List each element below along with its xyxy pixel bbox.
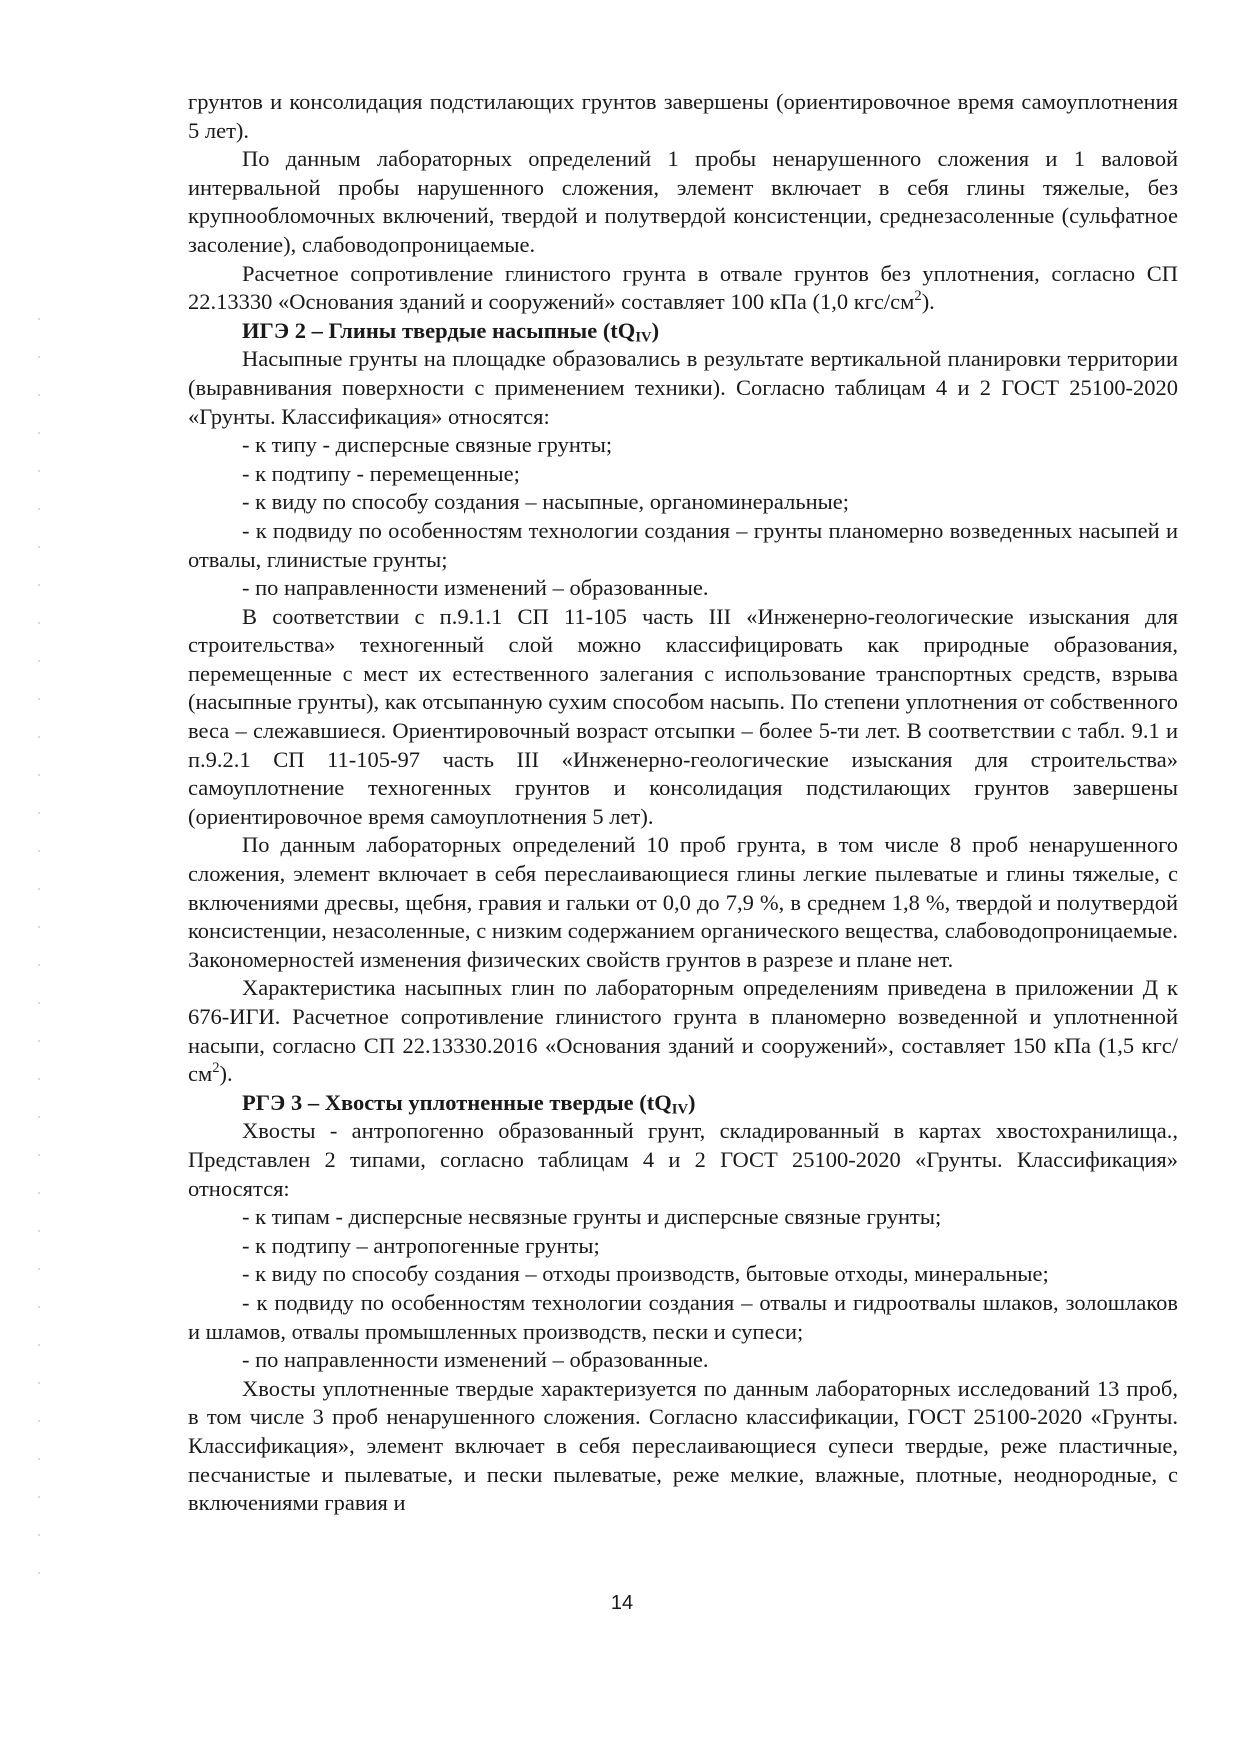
paragraph-7-end: ).: [219, 1061, 233, 1087]
heading-rge-3: [188, 1089, 1178, 1118]
paragraph-2: По данным лабораторных определений 1 пробы ненарушенного сложения и 1 валовой интервальной пробы нарушенного сложения, элемент включает в себя глины тяжелые, без крупнообломочных включений, твердой и полутвердой консистенции, среднезасоленные (сульфатное засоление), слабоводопроницаемые.: [188, 146, 1178, 257]
subscript-iv: IV: [671, 1101, 689, 1118]
page-number: 14: [610, 1592, 634, 1614]
scan-margin-artifacts: [36, 300, 42, 1600]
paragraph-3-text: Расчетное сопротивление глинистого грунта в отвале грунтов без уплотнения, согласно СП 22.13330 «Основания зданий и сооружений» составляет 100 кПа (1,0 кгс/см: [188, 260, 1178, 315]
list-2-item: - по направленности изменений – образованные.: [242, 1347, 709, 1373]
paragraph-9: Хвосты уплотненные твердые характеризуется по данным лабораторных исследований 13 проб, в том числе 3 проб ненарушенного сложения. Согласно классификации, ГОСТ 25100-2020 «Грунты. Классификация», элемент включает в себя переслаивающиеся супеси твердые, реже пластичные, песчанистые и пылеватые, и пески пылеватые, реже мелкие, влажные, плотные, неоднородные, с включениями гравия и: [188, 1375, 1178, 1516]
subscript-iv: IV: [635, 329, 652, 346]
heading-ige-2-end: ): [651, 317, 660, 343]
paragraph-3: [188, 260, 1178, 317]
list-1-item: - по направленности изменений – образованные.: [242, 575, 709, 601]
heading-ige-2-text: ИГЭ 2 – Глины твердые насыпные (tQ: [242, 317, 636, 343]
paragraph-7-text: Характеристика насыпных глин по лабораторным определениям приведена в приложении Д к 676-ИГИ. Расчетное сопротивление глинистого грунта в планомерно возведенной и уплотненной насыпи, согласно СП 22.13330.2016 «Основания зданий и сооружений», составляет 150 кПа (1,5 кгс/см: [188, 975, 1178, 1087]
paragraph-1: грунтов и консолидация подстилающих грунтов завершены (ориентировочное время самоуплотнения 5 лет).: [188, 89, 1178, 143]
paragraph-3-end: ).: [921, 289, 935, 315]
paragraph-7: [188, 974, 1178, 1088]
list-2-item: - к виду по способу создания – отходы производств, бытовые отходы, минеральные;: [242, 1261, 1049, 1287]
superscript-2: 2: [914, 288, 922, 305]
list-1-item: - к подтипу - перемещенные;: [242, 460, 520, 486]
paragraph-6: По данным лабораторных определений 10 проб грунта, в том числе 8 проб ненарушенного сложения, элемент включает в себя переслаивающиеся глины легкие пылеватые и глины тяжелые, с включениями дресвы, щебня, гравия и гальки от 0,0 до 7,9 %, в среднем 1,8 %, твердой и полутвердой консистенции, незасоленные, с низким содержанием органического вещества, слабоводопроницаемые. Закономерностей изменения физических свойств грунтов в разрезе и плане нет.: [188, 832, 1178, 972]
list-1-item: - к типу - дисперсные связные грунты;: [242, 432, 613, 458]
list-2-item: - к подвиду по особенностям технологии создания – отвалы и гидроотвалы шлаков, золошлаков и шламов, отвалы промышленных производств, пески и супеси;: [188, 1289, 1178, 1344]
heading-rge-3-text: РГЭ 3 – Хвосты уплотненные твердые (tQ: [242, 1089, 672, 1115]
list-2-item: - к подтипу – антропогенные грунты;: [242, 1232, 600, 1258]
paragraph-4: Насыпные грунты на площадке образовались в результате вертикальной планировки территории (выравнивания поверхности с применением техники). Согласно таблицам 4 и 2 ГОСТ 25100-2020 «Грунты. Классификация» относятся:: [188, 346, 1178, 429]
paragraph-5: В соответствии с п.9.1.1 СП 11-105 часть III «Инженерно-геологические изыскания для строительства» техногенный слой можно классифицировать как природные образования, перемещенные с мест их естественного залегания с использование транспортных средств, взрыва (насыпные грунты), как отсыпанную сухим способом насыпь. По степени уплотнения от собственного веса – слежавшиеся. Ориентировочный возраст отсыпки – более 5-ти лет. В соответствии с табл. 9.1 и п.9.2.1 СП 11-105-97 часть III «Инженерно-геологические изыскания для строительства» самоуплотнение техногенных грунтов и консолидация подстилающих грунтов завершены (ориентировочное время самоуплотнения 5 лет).: [188, 603, 1178, 829]
superscript-2: 2: [212, 1060, 220, 1077]
paragraph-8: Хвосты - антропогенно образованный грунт, складированный в картах хвостохранилища., Представлен 2 типами, согласно таблицам 4 и 2 ГОСТ 25100-2020 «Грунты. Классификация» относятся:: [188, 1118, 1178, 1201]
list-2-item: - к типам - дисперсные несвязные грунты и дисперсные связные грунты;: [242, 1204, 942, 1230]
document-body: [188, 88, 1178, 1518]
list-1-item: - к подвиду по особенностям технологии создания – грунты планомерно возведенных насыпей и отвалы, глинистые грунты;: [188, 517, 1178, 572]
heading-rge-3-end: ): [688, 1089, 696, 1115]
list-1-item: - к виду по способу создания – насыпные, органоминеральные;: [242, 489, 849, 515]
heading-ige-2: [188, 317, 1178, 346]
